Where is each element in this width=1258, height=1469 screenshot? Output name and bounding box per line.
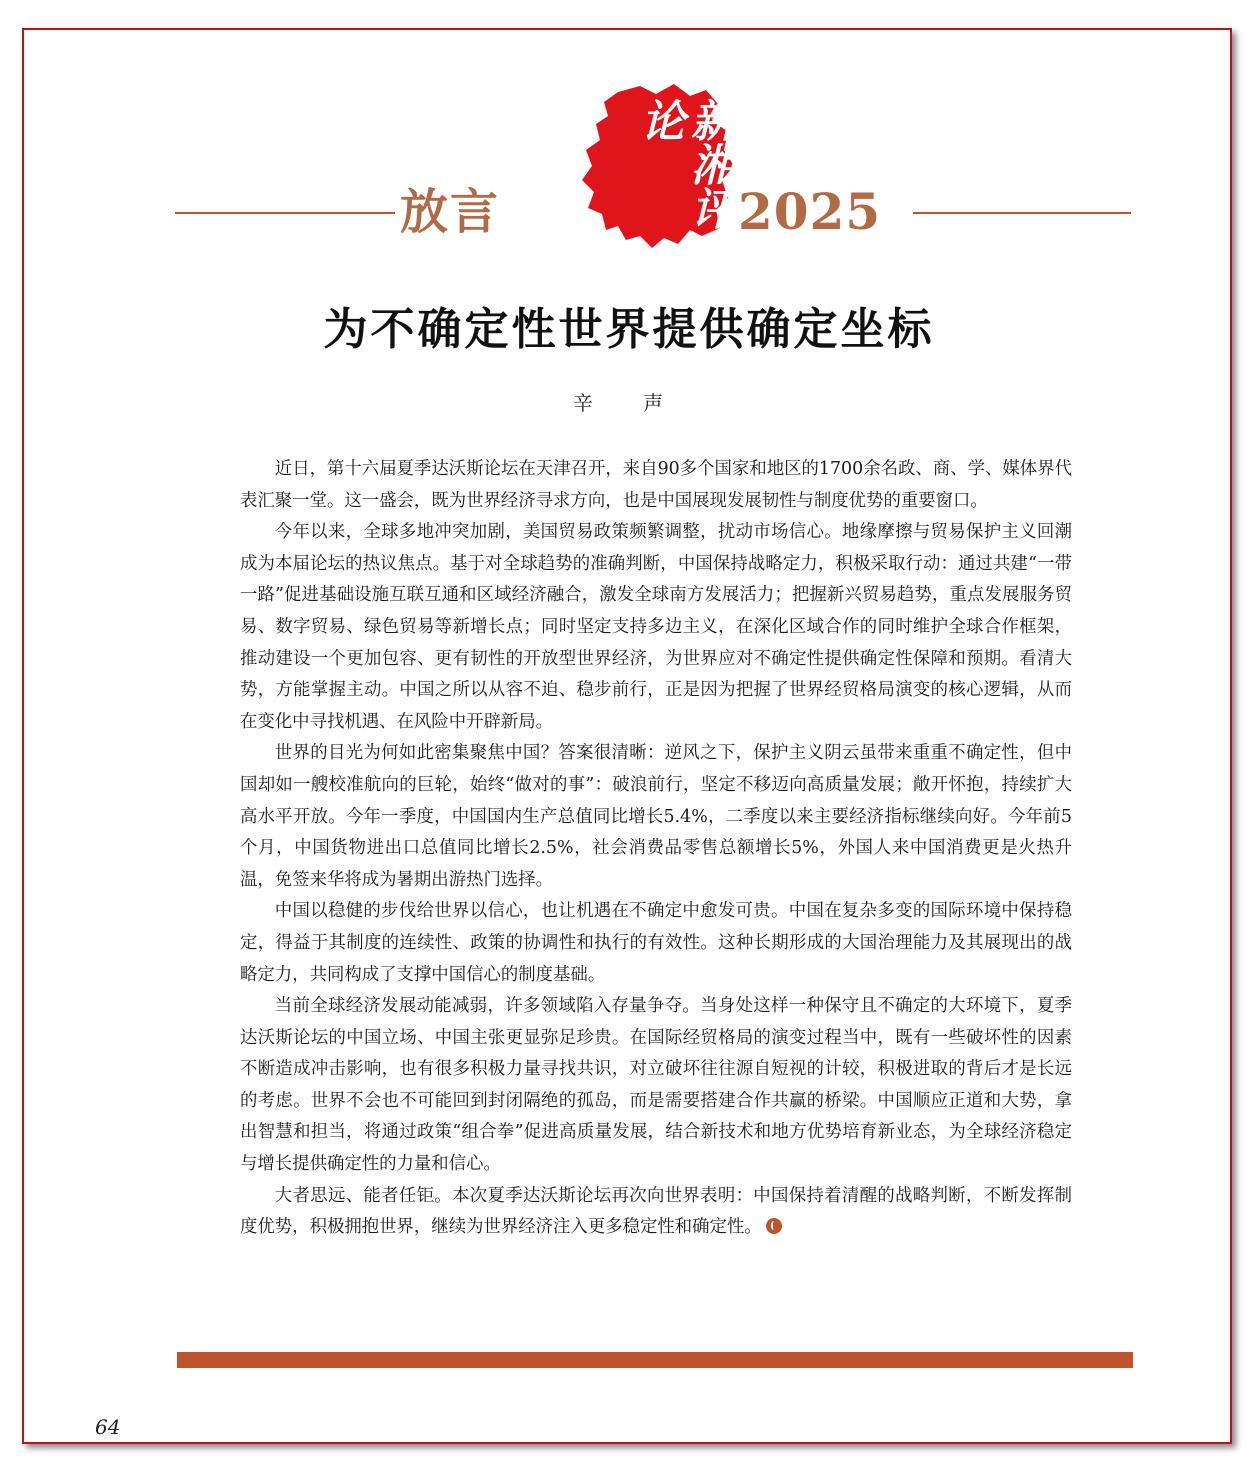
paragraph: 当前全球经济发展动能减弱，许多领域陷入存量争夺。当身处这样一种保守且不确定的大环境下，夏季达沃斯论坛的中国立场、中国主张更显弥足珍贵。在国际经贸格局的演变过程当中，既有一些破坏性的因素不断造成冲击影响，也有很多积极力量寻找共识，对立破坏往往源自短视的计较，积极进取的背后才是长远的考虑。世界不会也不可能回到封闭隔绝的孤岛，而是需要搭建合作共赢的桥梁。中国顺应正道和大势，拿出智慧和担当，将通过政策“组合拳”促进高质量发展，结合新技术和地方优势培育新业态，为全球经济稳定与增长提供确定性的力量和信心。 [240,996,1072,1175]
paragraph: 世界的目光为何如此密集聚焦中国？答案很清晰：逆风之下，保护主义阴云虽带来重重不确定性，但中国却如一艘校准航向的巨轮，始终“做对的事”：破浪前行，坚定不移迈向高质量发展；敞开怀抱，持续扩大高水平开放。今年一季度，中国国内生产总值同比增长5.4%，二季度以来主要经济指标继续向好。今年前5个月，中国货物进出口总值同比增长2.5%，社会消费品零售总额增长5%，外国人来中国消费更是火热升温，免签来华将成为暑期出游热门选择。 [240,743,1072,890]
paragraph: 近日，第十六届夏季达沃斯论坛在天津召开，来自90多个国家和地区的1700余名政、商、学、媒体界代表汇聚一堂。这一盛会，既为世界经济寻求方向，也是中国展现发展韧性与制度优势的重要窗口。 [240,459,1072,511]
masthead-rule-right [913,212,1131,214]
journal-logo-text: 新湘评论 [633,98,734,230]
masthead [155,70,1135,260]
column-name: 放言 [400,184,501,240]
masthead-rule-left [175,212,395,214]
paragraph-text: 大者思远、能者任钜。本次夏季达沃斯论坛再次向世界表明：中国保持着清醒的战略判断，不断发挥制度优势，积极拥抱世界，继续为世界经济注入更多稳定性和确定性。 [240,1185,1072,1238]
article-body [240,454,1072,1244]
paragraph: 中国以稳健的步伐给世界以信心，也让机遇在不确定中愈发可贵。中国在复杂多变的国际环境中保持稳定，得益于其制度的连续性、政策的协调性和执行的有效性。这种长期形成的大国治理能力及其展现出的战略定力，共同构成了支撑中国信心的制度基础。 [240,901,1072,985]
paragraph-last [240,1181,1072,1244]
paragraph: 今年以来，全球多地冲突加剧，美国贸易政策频繁调整，扰动市场信心。地缘摩擦与贸易保护主义回潮成为本届论坛的热议焦点。基于对全球趋势的准确判断，中国保持战略定力，积极采取行动：通过共建“一带一路”促进基础设施互联互通和区域经济融合，激发全球南方发展活力；把握新兴贸易趋势，重点发展服务贸易、数字贸易、绿色贸易等新增长点；同时坚定支持多边主义，在深化区域合作的同时维护全球合作框架，推动建设一个更加包容、更有韧性的开放型世界经济，为世界应对不确定性提供确定性保障和预期。看清大势，方能掌握主动。中国之所以从容不迫、稳步前行，正是因为把握了世界经贸格局演变的核心逻辑，从而在变化中寻找机遇、在风险中开辟新局。 [240,522,1072,732]
article-author: 辛 声 [572,391,686,415]
end-mark-icon [766,1218,782,1234]
article-title: 为不确定性世界提供确定坐标 [323,304,935,355]
column-year: 2025 [738,182,882,241]
page-number: 64 [95,1415,121,1439]
footer-bar [177,1352,1133,1368]
